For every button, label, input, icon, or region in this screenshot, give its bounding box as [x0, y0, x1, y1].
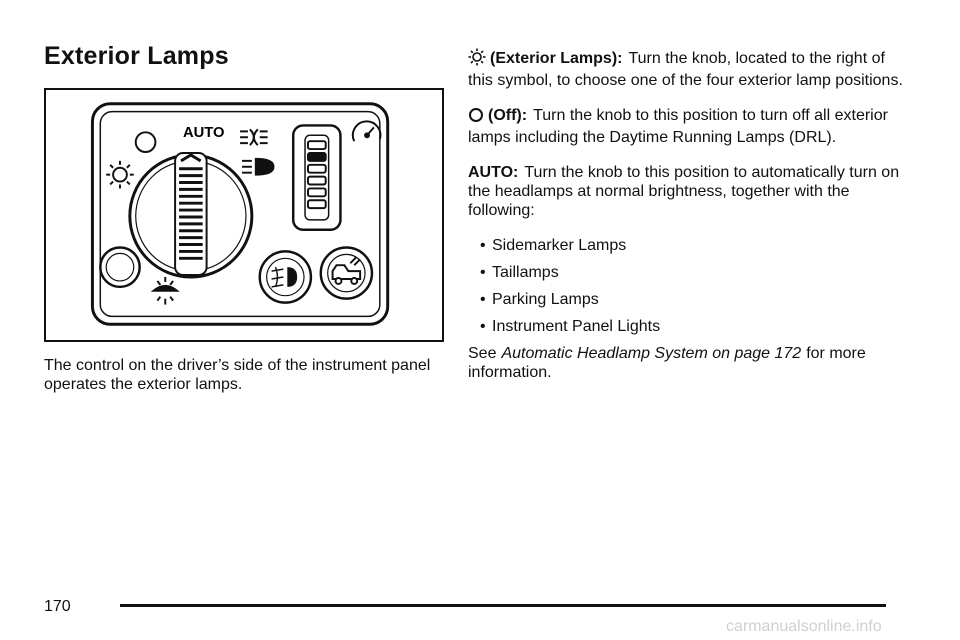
exterior-lamps-term: (Exterior Lamps):	[490, 50, 623, 67]
off-text: Turn the knob to this position to turn off all exterior lamps including the Daytime Running Lamps (DRL).	[468, 107, 888, 146]
auto-lamp-list	[468, 236, 908, 336]
see-reference-paragraph	[468, 344, 908, 382]
exterior-lamps-text: Turn the knob, located to the right of this symbol, to choose one of the four exterior lamp positions.	[468, 50, 903, 89]
bullet-icon: •	[480, 237, 486, 254]
headlamp-control-diagram	[46, 90, 442, 340]
off-paragraph	[468, 106, 908, 147]
off-term: (Off):	[488, 107, 528, 124]
exterior-lamps-paragraph	[468, 48, 908, 90]
auto-term: AUTO:	[468, 164, 519, 181]
auto-paragraph	[468, 163, 908, 220]
exterior-lamp-sun-icon	[468, 48, 486, 71]
list-item: • Taillamps	[480, 264, 559, 281]
list-item: • Parking Lamps	[480, 291, 599, 308]
page-number: 170	[44, 598, 71, 615]
auto-text: Turn the knob to this position to automatically turn on the headlamps at normal brightness, together with the following:	[468, 164, 900, 219]
knob-grip	[175, 153, 206, 275]
bullet-icon: •	[480, 318, 486, 335]
see-suffix: for more information.	[468, 345, 866, 381]
headlamp-symbol-icon	[242, 159, 273, 175]
fog-lamp-button	[260, 251, 311, 302]
cargo-lamp-button	[321, 247, 372, 298]
cross-reference-link[interactable]: Automatic Headlamp System on page 172	[501, 345, 802, 362]
bullet-icon: •	[480, 291, 486, 308]
list-item: • Sidemarker Lamps	[480, 237, 627, 254]
auto-position-label: AUTO	[182, 125, 225, 142]
figure-caption: The control on the driver’s side of the instrument panel operates the exterior lamps.	[44, 357, 431, 393]
footer-rule	[120, 604, 886, 607]
watermark: carmanualsonline.info	[726, 618, 882, 635]
instrument-dimmer-thumbwheel	[293, 125, 340, 229]
headlamp-control-illustration	[44, 88, 444, 342]
list-item: • Instrument Panel Lights	[480, 318, 661, 335]
page-title: Exterior Lamps	[44, 42, 229, 70]
right-column	[468, 48, 908, 398]
off-circle-icon	[468, 107, 484, 128]
see-prefix: See	[468, 345, 497, 362]
bullet-icon: •	[480, 264, 486, 281]
